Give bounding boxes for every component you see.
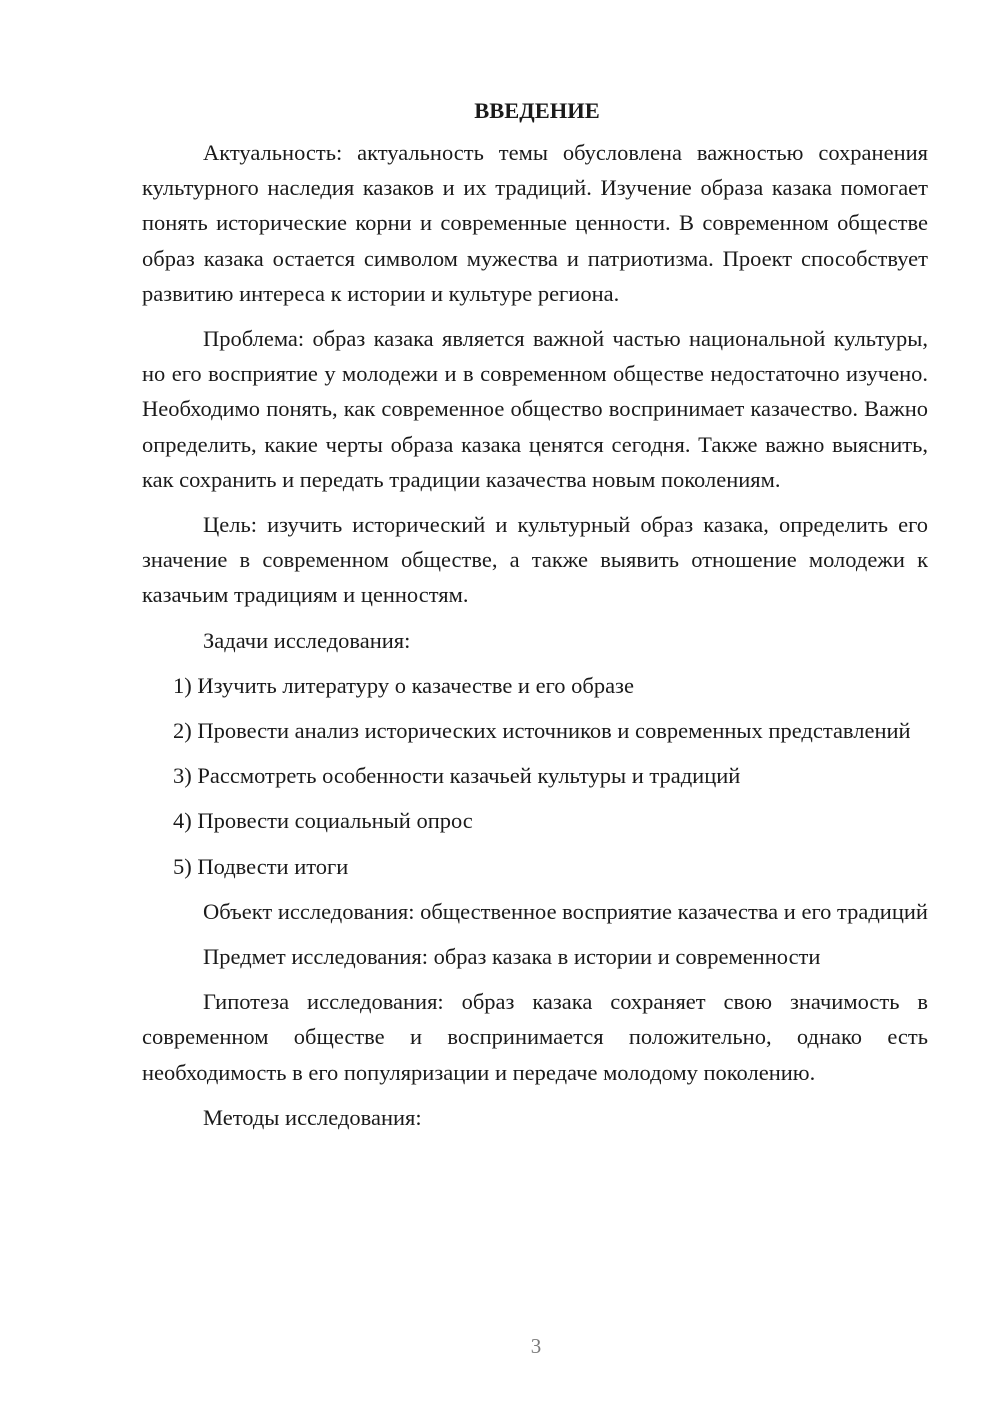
task-item: 4) Провести социальный опрос: [173, 808, 473, 834]
tasks-heading: Задачи исследования:: [203, 627, 411, 653]
section-title: ВВЕДЕНИЕ: [474, 98, 600, 123]
document-page: [142, 97, 928, 1145]
problem-paragraph: Проблема: образ казака является важной частью национальной культуры, но его восприятие у молодежи и в современном обществе недостаточно изучено. Необходимо понять, как современное общество воспринимает казачество. Важно определить, какие черты образа казака ценятся сегодня. Также важно выяснить, как сохранить и передать традиции казачества новым поколениям.: [142, 326, 928, 492]
subject-paragraph: Предмет исследования: образ казака в истории и современности: [203, 944, 821, 970]
methods-heading: Методы исследования:: [203, 1104, 422, 1130]
task-item: 5) Подвести итоги: [173, 853, 349, 879]
page-number: 3: [530, 1334, 542, 1358]
relevance-paragraph: Актуальность: актуальность темы обусловлена важностью сохранения культурного наследия казаков и их традиций. Изучение образа казака помогает понять исторические корни и современные ценности. В современном обществе образ казака остается символом мужества и патриотизма. Проект способствует развитию интереса к истории и культуре региона.: [142, 140, 928, 306]
hypothesis-paragraph: Гипотеза исследования: образ казака сохраняет свою значимость в современном обществе и воспринимается положительно, однако есть необходимость в его популяризации и передаче молодому поколению.: [142, 989, 928, 1085]
task-item: 2) Провести анализ исторических источников и современных представлений: [173, 718, 911, 744]
goal-paragraph: Цель: изучить исторический и культурный образ казака, определить его значение в современном обществе, а также выявить отношение молодежи к казачьим традициям и ценностям.: [142, 512, 928, 608]
object-paragraph: Объект исследования: общественное восприятие казачества и его традиций: [203, 898, 928, 924]
task-item: 1) Изучить литературу о казачестве и его образе: [173, 672, 634, 698]
task-item: 3) Рассмотреть особенности казачьей культуры и традиций: [173, 763, 741, 789]
